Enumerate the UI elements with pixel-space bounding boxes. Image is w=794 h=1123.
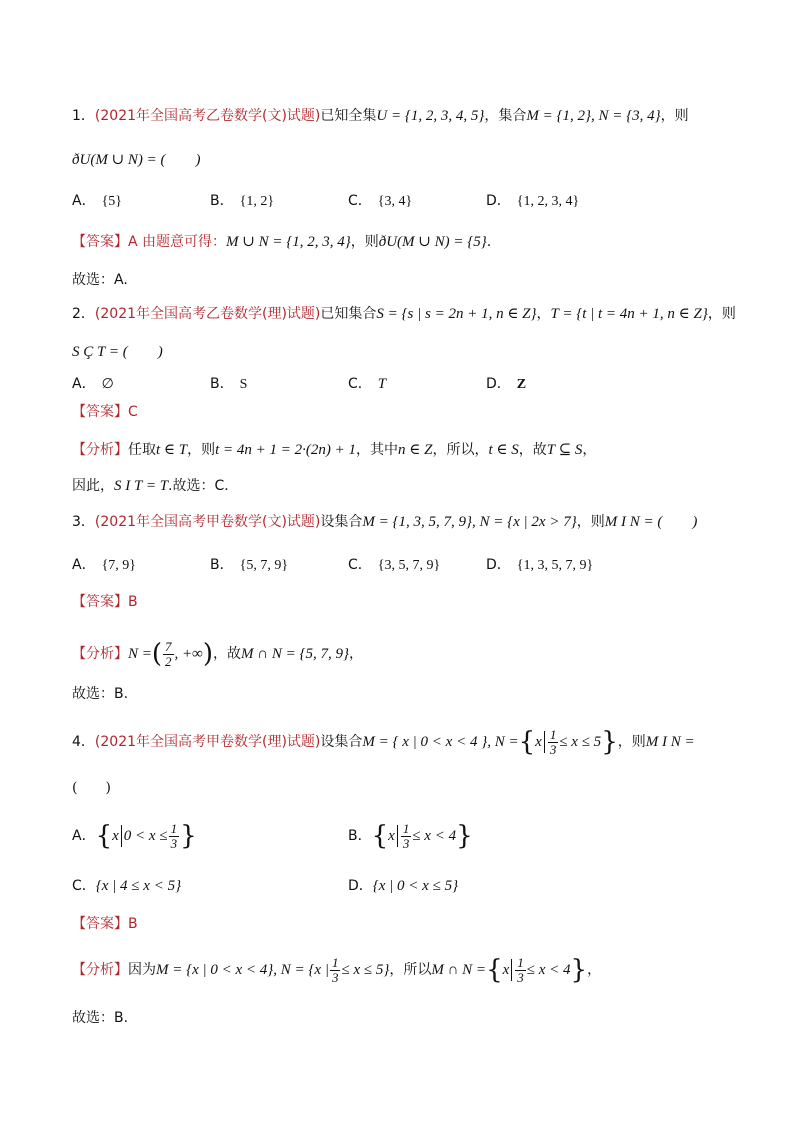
analysis-math: n ∈ Z xyxy=(398,442,433,458)
option-b[interactable] xyxy=(348,818,473,854)
analysis-text: 任取 xyxy=(128,442,156,458)
option-label: D． xyxy=(486,193,511,209)
question-source: (2021年全国高考乙卷数学(文)试题) xyxy=(94,108,321,124)
option-a[interactable] xyxy=(72,818,197,854)
question-1-stem xyxy=(72,106,689,126)
analysis-math: M ∩ N = {5, 7, 9} xyxy=(241,646,349,662)
fraction-denominator: 2 xyxy=(165,653,172,669)
left-paren: ( xyxy=(151,639,163,669)
answer-blank: ( ) xyxy=(72,780,111,796)
right-brace: } xyxy=(456,821,473,851)
option-value: {x | 4 ≤ x < 5} xyxy=(95,878,182,894)
answer-tag: 【答案】 xyxy=(72,916,128,932)
question-3-stem xyxy=(72,512,697,532)
stem-text: 设集合 xyxy=(320,734,363,750)
option-a[interactable] xyxy=(72,554,136,574)
set-condition: ≤ x ≤ 5 xyxy=(559,734,602,750)
set-bar xyxy=(121,825,122,847)
question-1-options xyxy=(72,190,752,212)
analysis-text: ， xyxy=(587,962,602,978)
fraction-denominator: 3 xyxy=(549,741,557,757)
set-variable: x xyxy=(535,734,542,750)
stem-text: 设集合 xyxy=(320,514,363,530)
question-1-line2 xyxy=(72,150,201,170)
stem-text: ，则 xyxy=(660,108,689,124)
set-condition: ≤ x < 4 xyxy=(526,962,571,978)
stem-text: ， xyxy=(536,306,551,322)
question-expression: M I N = xyxy=(645,734,695,750)
fraction-denominator: 3 xyxy=(170,835,178,851)
analysis-math: t ∈ S xyxy=(488,442,519,458)
option-value: {x | 0 < x ≤ 5} xyxy=(372,878,459,894)
set-m: M = { x | 0 < x < 4 }, N = xyxy=(362,734,519,750)
fraction-numerator: 7 xyxy=(165,638,172,654)
option-value: {3, 4} xyxy=(377,194,413,209)
fraction xyxy=(163,640,174,669)
question-expression: U(M ∪ N) = ( ) xyxy=(79,152,201,168)
option-label: C． xyxy=(72,878,96,894)
option-d[interactable] xyxy=(486,554,593,574)
fraction xyxy=(401,822,412,851)
analysis-tag: 【分析】 xyxy=(72,646,128,662)
option-label: A． xyxy=(72,557,96,573)
analysis-text: ，所以， xyxy=(432,442,489,458)
analysis-math: ≤ x ≤ 5} xyxy=(341,962,390,978)
analysis-math: M = {x | 0 < x < 4}, N = {x | xyxy=(156,962,329,978)
left-brace: { xyxy=(486,955,503,985)
left-brace: { xyxy=(95,821,113,851)
option-value: {3, 5, 7, 9} xyxy=(377,558,441,573)
question-source: (2021年全国高考甲卷数学(文)试题) xyxy=(94,514,321,530)
conclusion-text: .故选：C. xyxy=(168,478,229,494)
question-3-conclusion xyxy=(72,684,128,704)
fraction xyxy=(548,728,559,757)
question-4-conclusion xyxy=(72,1008,128,1028)
set-variable: x xyxy=(112,828,119,844)
option-label: B． xyxy=(348,828,372,844)
question-2-line2 xyxy=(72,342,163,362)
answer-text: B xyxy=(128,594,138,610)
stem-text: ，则 xyxy=(617,734,646,750)
analysis-text: ，所以 xyxy=(389,962,432,978)
option-value: T xyxy=(377,376,387,392)
set-u: U = {1, 2, 3, 4, 5} xyxy=(376,108,485,124)
analysis-math: N = xyxy=(128,646,152,662)
analysis-tag: 【分析】 xyxy=(72,962,128,978)
stem-text: 已知全集 xyxy=(320,108,377,124)
answer-math: ðU(M ∪ N) = {5} xyxy=(378,234,487,250)
question-expression: S Ç T = ( ) xyxy=(72,344,163,360)
analysis-text: ，故 xyxy=(213,646,242,662)
answer-tag: 【答案】 xyxy=(72,594,128,610)
right-brace: } xyxy=(180,821,197,851)
set-m-n: M = {1, 3, 5, 7, 9}, N = {x | 2x > 7} xyxy=(362,514,577,530)
option-label: B． xyxy=(210,193,234,209)
fraction-denominator: 3 xyxy=(331,969,339,985)
option-value: {1, 2, 3, 4} xyxy=(516,194,580,209)
set-bar xyxy=(511,959,512,981)
question-2-conclusion xyxy=(72,476,229,496)
option-label: D． xyxy=(486,557,511,573)
option-label: D． xyxy=(486,376,511,392)
question-3-options xyxy=(72,554,752,576)
stem-text: ，集合 xyxy=(484,108,527,124)
analysis-text: ， xyxy=(348,646,363,662)
answer-text: . xyxy=(486,234,492,250)
question-number: 1． xyxy=(72,108,95,124)
complement-symbol: ð xyxy=(72,152,80,168)
question-expression: M I N = ( ) xyxy=(604,514,698,530)
analysis-math: t = 4n + 1 = 2·(2n) + 1 xyxy=(215,442,357,458)
question-1-conclusion xyxy=(72,270,128,290)
conclusion-text: 故选：B. xyxy=(72,1010,129,1026)
conclusion-text: 故选：A. xyxy=(72,272,128,288)
option-label: A． xyxy=(72,828,96,844)
analysis-tag: 【分析】 xyxy=(72,442,128,458)
set-condition: ≤ x < 4 xyxy=(412,828,457,844)
set-variable: x xyxy=(502,962,510,978)
answer-text: A 由题意可得： xyxy=(128,234,227,250)
option-a[interactable] xyxy=(72,373,114,393)
analysis-text: 因为 xyxy=(128,962,156,978)
option-value: {5} xyxy=(101,194,123,209)
analysis-math: , +∞ xyxy=(174,646,203,662)
left-brace: { xyxy=(518,727,536,757)
left-brace: { xyxy=(371,821,389,851)
question-2-answer xyxy=(72,402,138,422)
fraction-denominator: 3 xyxy=(402,835,410,851)
answer-text: B xyxy=(128,916,138,932)
set-s: S = {s | s = 2n + 1, n ∈ Z} xyxy=(376,306,537,322)
option-d[interactable] xyxy=(486,373,526,393)
option-label: C． xyxy=(348,193,372,209)
question-4-answer xyxy=(72,914,138,934)
option-b[interactable] xyxy=(210,190,274,210)
right-brace: } xyxy=(570,955,588,985)
option-value: ∅ xyxy=(101,377,114,392)
fraction xyxy=(330,956,341,985)
fraction xyxy=(169,822,180,851)
question-4-stem xyxy=(72,724,695,760)
question-2-stem xyxy=(72,304,736,324)
answer-text: ，则 xyxy=(350,234,379,250)
option-c[interactable] xyxy=(348,373,386,393)
conclusion-math: S I T = T xyxy=(114,478,169,494)
option-label: C． xyxy=(348,376,372,392)
fraction-numerator: 1 xyxy=(331,954,339,970)
stem-text: ，则 xyxy=(707,306,736,322)
option-b[interactable] xyxy=(210,554,288,574)
question-number: 3． xyxy=(72,514,95,530)
option-c[interactable] xyxy=(348,554,440,574)
question-3-analysis xyxy=(72,636,363,672)
right-brace: } xyxy=(601,727,618,757)
question-4-line2 xyxy=(72,778,111,798)
option-value: {1, 2} xyxy=(239,194,275,209)
option-label: B． xyxy=(210,557,234,573)
option-b[interactable] xyxy=(210,373,247,393)
option-value: {7, 9} xyxy=(101,558,137,573)
option-c[interactable] xyxy=(72,876,181,896)
answer-text: C xyxy=(128,404,138,420)
option-label: A． xyxy=(72,193,96,209)
option-label: A． xyxy=(72,376,96,392)
question-3-answer xyxy=(72,592,138,612)
stem-text: 已知集合 xyxy=(320,306,377,322)
option-label: D． xyxy=(348,878,373,894)
option-value: {5, 7, 9} xyxy=(239,558,289,573)
answer-tag: 【答案】 xyxy=(72,234,128,250)
question-number: 4． xyxy=(72,734,95,750)
question-2-options xyxy=(72,373,752,395)
option-c[interactable] xyxy=(348,190,412,210)
set-t: T = {t | t = 4n + 1, n ∈ Z} xyxy=(550,306,708,322)
fraction xyxy=(515,956,526,985)
question-number: 2． xyxy=(72,306,95,322)
option-value: S xyxy=(239,377,248,392)
fraction-denominator: 3 xyxy=(517,969,524,985)
option-label: C． xyxy=(348,557,372,573)
fraction-numerator: 1 xyxy=(402,820,410,836)
right-paren: ) xyxy=(202,639,214,669)
stem-text: ，则 xyxy=(576,514,605,530)
conclusion-text: 因此， xyxy=(72,478,114,494)
option-a[interactable] xyxy=(72,190,122,210)
set-bar xyxy=(397,825,398,847)
question-source: (2021年全国高考乙卷数学(理)试题) xyxy=(94,306,321,322)
option-d[interactable] xyxy=(486,190,579,210)
set-condition: 0 < x ≤ xyxy=(123,828,168,844)
fraction-numerator: 1 xyxy=(517,954,524,970)
fraction-numerator: 1 xyxy=(170,820,178,836)
conclusion-text: 故选：B. xyxy=(72,686,129,702)
set-variable: x xyxy=(388,828,395,844)
question-source: (2021年全国高考甲卷数学(理)试题) xyxy=(94,734,321,750)
question-4-analysis xyxy=(72,952,601,988)
analysis-math: T ⊆ S xyxy=(546,442,583,458)
question-1-answer xyxy=(72,232,491,252)
answer-math: M ∪ N = {1, 2, 3, 4} xyxy=(226,234,351,250)
analysis-text: ，则 xyxy=(187,442,216,458)
option-value: Z xyxy=(516,377,527,392)
analysis-text: ，其中 xyxy=(356,442,399,458)
question-2-analysis xyxy=(72,440,596,460)
answer-tag: 【答案】 xyxy=(72,404,128,420)
analysis-math: M ∩ N = xyxy=(431,962,487,978)
option-d[interactable] xyxy=(348,876,458,896)
set-bar xyxy=(544,731,545,753)
analysis-math: t ∈ T xyxy=(156,442,188,458)
option-value: {1, 3, 5, 7, 9} xyxy=(516,558,594,573)
option-label: B． xyxy=(210,376,234,392)
set-m-n: M = {1, 2}, N = {3, 4} xyxy=(526,108,661,124)
analysis-text: ，故 xyxy=(518,442,547,458)
fraction-numerator: 1 xyxy=(549,726,557,742)
analysis-text: ， xyxy=(582,442,597,458)
